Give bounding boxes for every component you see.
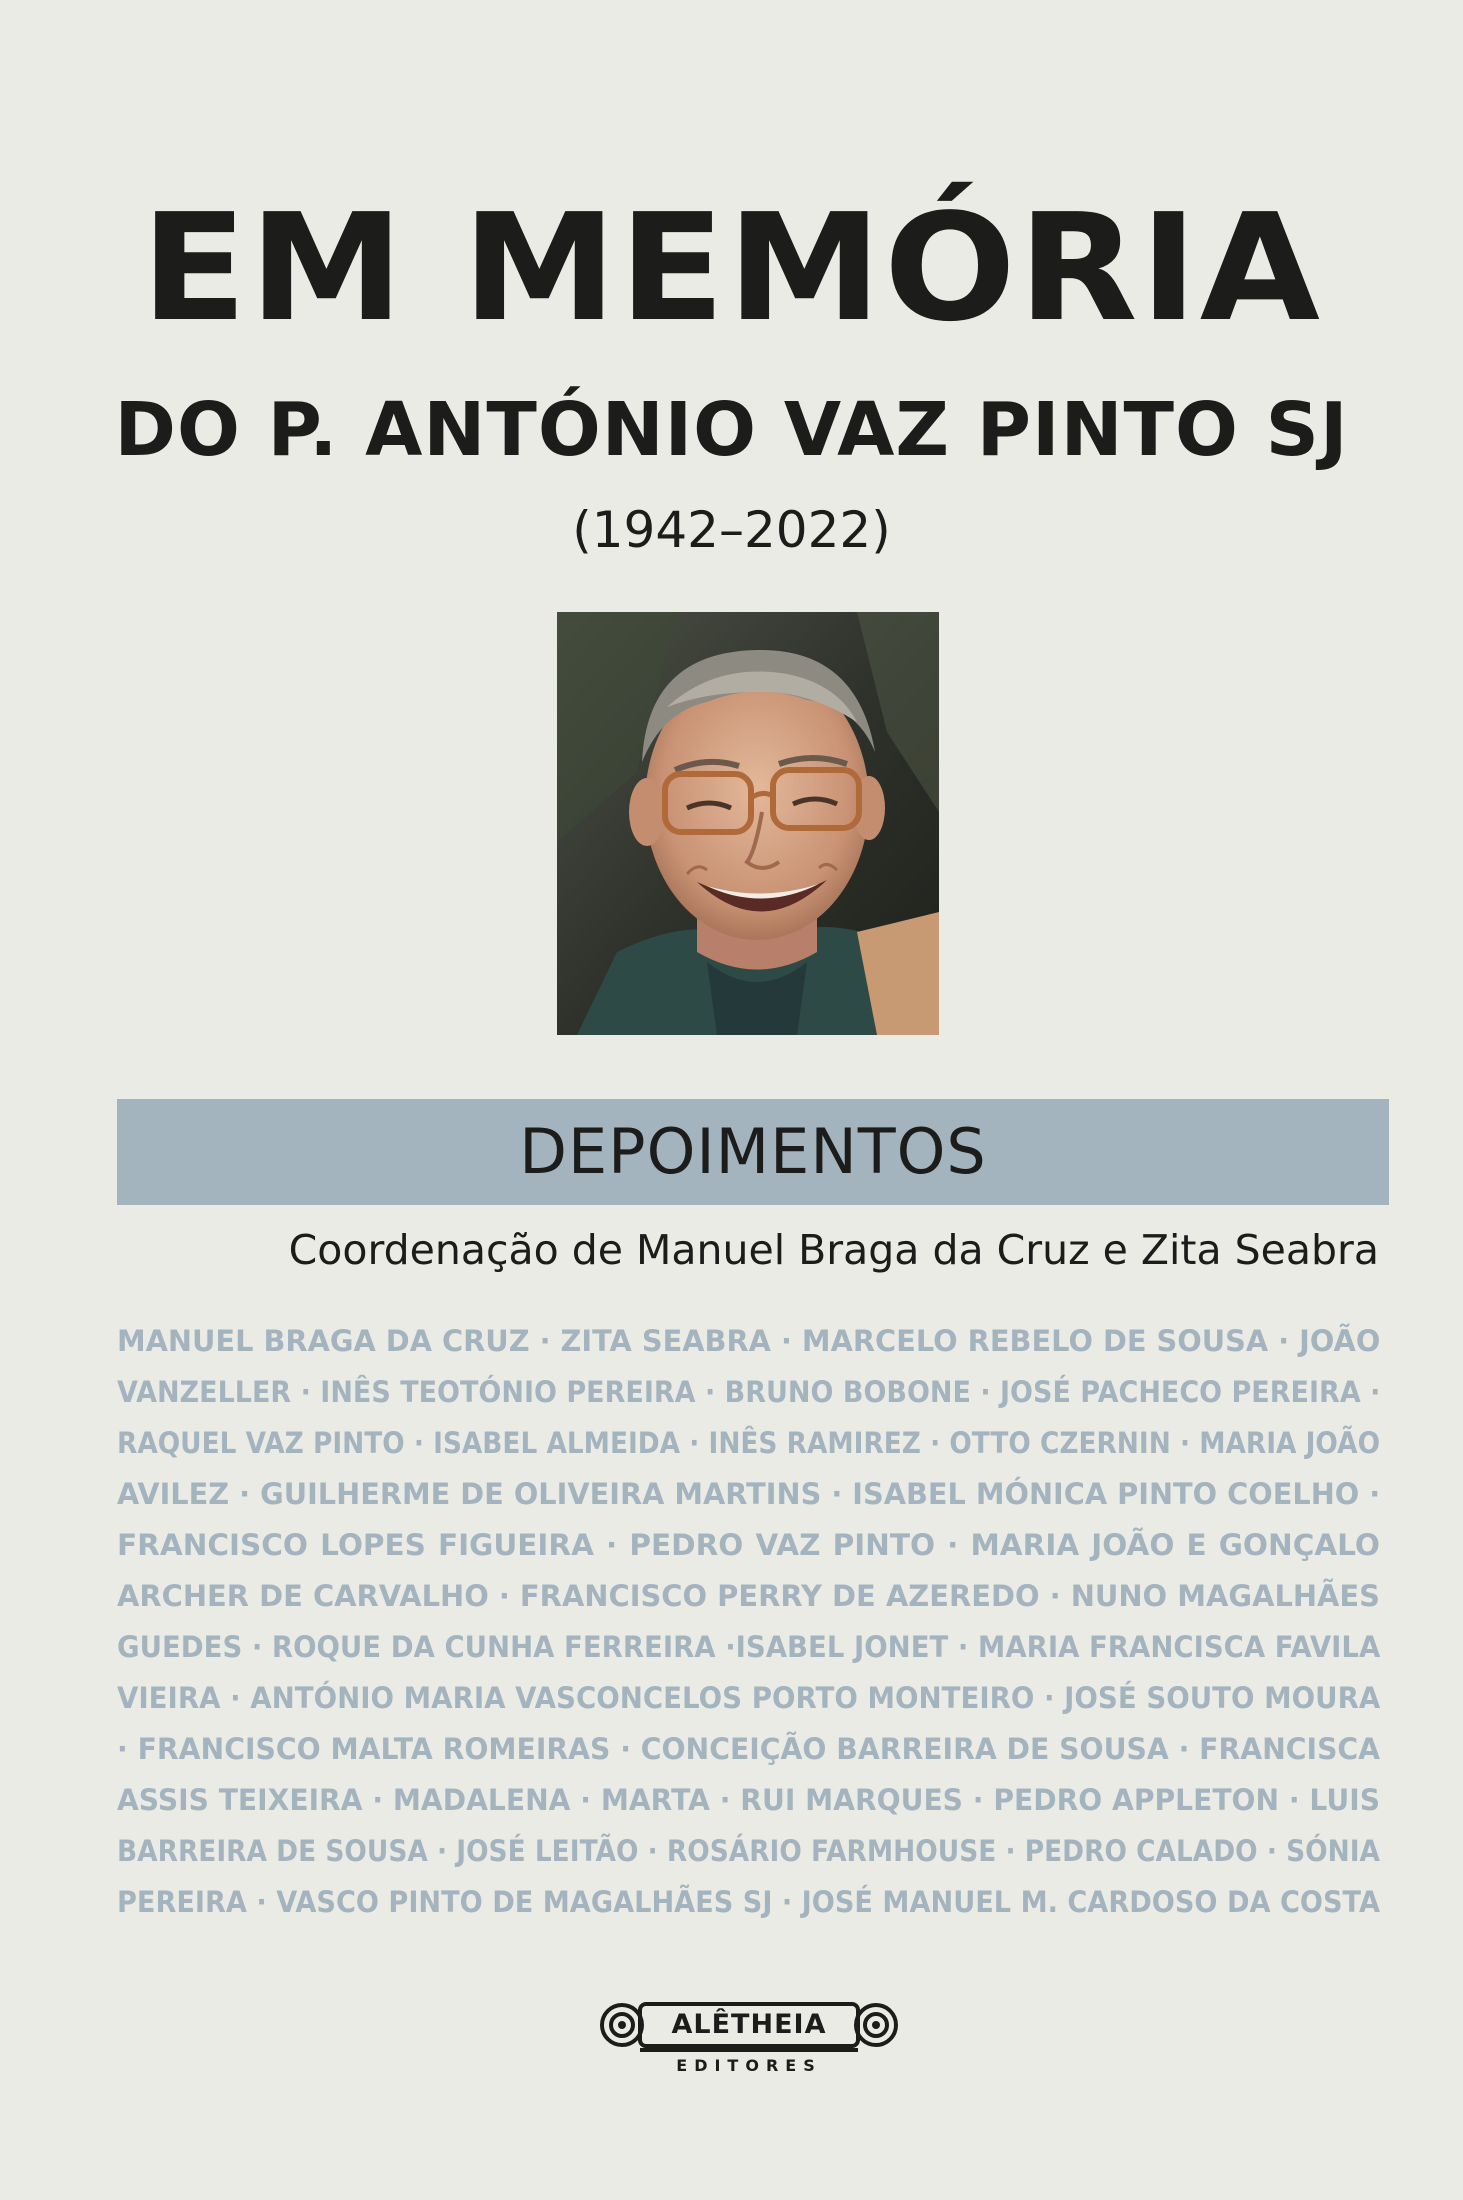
coordination-line: Coordenação de Manuel Braga da Cruz e Zita Seabra — [288, 1226, 1379, 1274]
contributors-line: FRANCISCO LOPES FIGUEIRA · PEDRO VAZ PINTO · MARIA JOÃO E GONÇALO — [117, 1528, 1380, 1562]
publisher-subtitle: EDITORES — [676, 2056, 822, 2075]
contributors-line: ARCHER DE CARVALHO · FRANCISCO PERRY DE AZEREDO · NUNO MAGALHÃES — [117, 1579, 1380, 1613]
publisher-name: ALÊTHEIA — [671, 2009, 827, 2040]
portrait-image — [557, 612, 939, 1035]
contributors-line: VIEIRA · ANTÓNIO MARIA VASCONCELOS PORTO MONTEIRO · JOSÉ SOUTO MOURA — [117, 1681, 1380, 1715]
section-band — [117, 1099, 1389, 1205]
contributors-line: MANUEL BRAGA DA CRUZ · ZITA SEABRA · MARCELO REBELO DE SOUSA · JOÃO — [117, 1324, 1380, 1358]
contributors-line: AVILEZ · GUILHERME DE OLIVEIRA MARTINS · ISABEL MÓNICA PINTO COELHO · — [117, 1477, 1380, 1511]
contributors-line: ASSIS TEIXEIRA · MADALENA · MARTA · RUI MARQUES · PEDRO APPLETON · LUIS — [117, 1783, 1380, 1817]
contributors-line: RAQUEL VAZ PINTO · ISABEL ALMEIDA · INÊS RAMIREZ · OTTO CZERNIN · MARIA JOÃO — [117, 1426, 1380, 1460]
title-line-1: EM MEMÓRIA — [140, 182, 1323, 354]
contributors-list — [117, 1316, 1380, 1928]
contributors-line: GUEDES · ROQUE DA CUNHA FERREIRA ·ISABEL JONET · MARIA FRANCISCA FAVILA — [117, 1630, 1380, 1664]
portrait-photo — [557, 612, 939, 1035]
contributors-line: · FRANCISCO MALTA ROMEIRAS · CONCEIÇÃO BARREIRA DE SOUSA · FRANCISCA — [117, 1732, 1380, 1766]
contributors-line: BARREIRA DE SOUSA · JOSÉ LEITÃO · ROSÁRIO FARMHOUSE · PEDRO CALADO · SÓNIA — [117, 1834, 1380, 1868]
publisher-logo — [596, 2000, 902, 2086]
contributors-line: PEREIRA · VASCO PINTO DE MAGALHÃES SJ · JOSÉ MANUEL M. CARDOSO DA COSTA — [117, 1885, 1380, 1919]
contributors-line: VANZELLER · INÊS TEOTÓNIO PEREIRA · BRUNO BOBONE · JOSÉ PACHECO PEREIRA · — [117, 1375, 1380, 1409]
years-range: (1942–2022) — [572, 501, 891, 559]
title-line-2: DO P. ANTÓNIO VAZ PINTO SJ — [114, 387, 1349, 473]
section-label: DEPOIMENTOS — [519, 1115, 987, 1188]
